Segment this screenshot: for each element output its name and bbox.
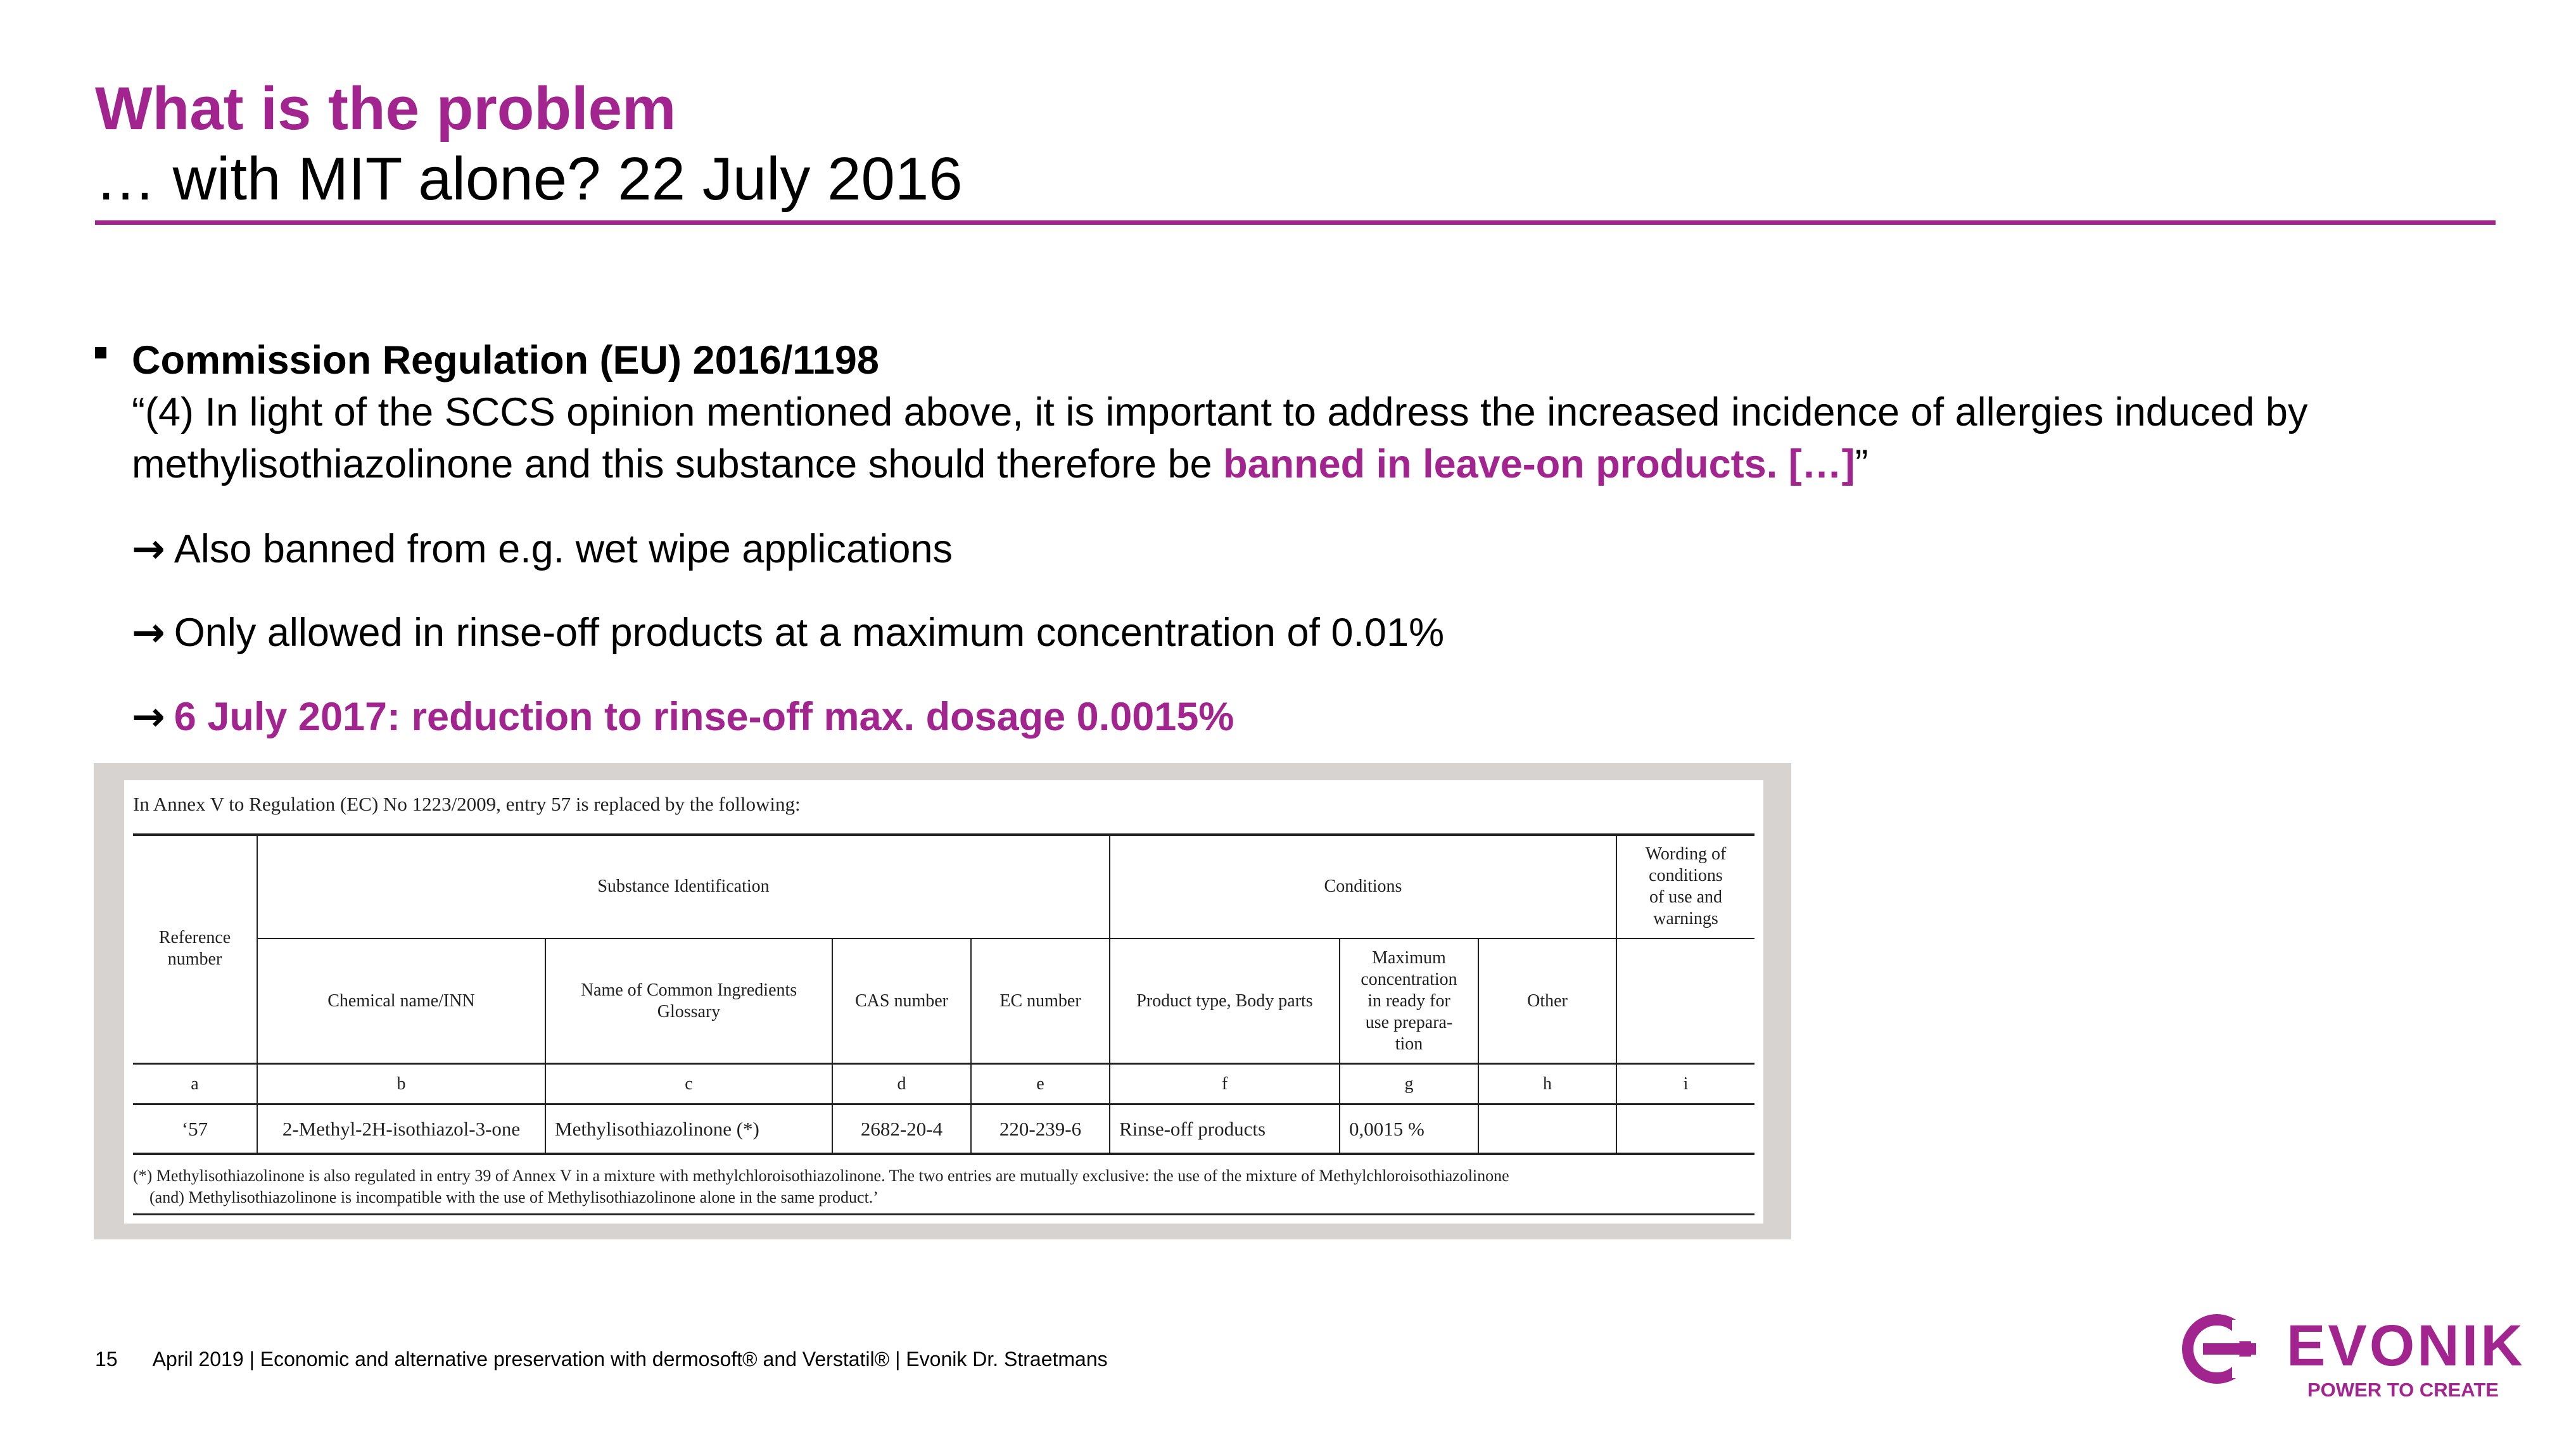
- point-1-text: Also banned from e.g. wet wipe applications: [174, 527, 953, 571]
- quote-highlight: banned in leave-on products. […]: [1223, 442, 1855, 486]
- point-1: [132, 523, 953, 575]
- header-substance-identification: Substance Identification: [597, 876, 770, 896]
- header-product-type: Product type, Body parts: [1136, 990, 1313, 1011]
- cell-cas-number: 2682-20-4: [860, 1117, 943, 1140]
- cell-chemical-name: 2-Methyl-2H-isothiazol-3-one: [282, 1117, 521, 1140]
- column-letter: d: [897, 1073, 906, 1094]
- column-letter: a: [191, 1073, 199, 1094]
- regulation-excerpt: [94, 763, 1791, 1239]
- footer: [95, 1348, 1108, 1371]
- regulation-title: Commission Regulation (EU) 2016/1198: [132, 338, 879, 383]
- annex-intro: In Annex V to Regulation (EC) No 1223/2009, entry 57 is replaced by the following:: [133, 793, 801, 815]
- column-letter: g: [1404, 1073, 1414, 1094]
- right-arrow-icon: →: [132, 609, 165, 655]
- point-2-text: Only allowed in rinse-off products at a maximum concentration of 0.01%: [174, 611, 1445, 655]
- quote-line-2: [132, 438, 1869, 490]
- right-arrow-icon: →: [132, 526, 165, 572]
- column-letter: c: [685, 1073, 693, 1094]
- column-letter: e: [1036, 1073, 1044, 1094]
- point-3-text: 6 July 2017: reduction to rinse-off max. dosage 0.0015%: [174, 695, 1234, 739]
- footnote-line-2: (and) Methylisothiazolinone is incompatible with the use of Methylisothiazolinone alone in the same product.’: [149, 1188, 879, 1206]
- title-divider: [95, 220, 2496, 225]
- header-chemical-name: Chemical name/INN: [327, 990, 475, 1011]
- header-reference-number: Reference number: [158, 928, 231, 969]
- right-arrow-icon: →: [132, 693, 165, 740]
- header-wording: Wording of conditions of use and warnings: [1645, 844, 1727, 928]
- column-letter: i: [1683, 1073, 1689, 1094]
- page-title: What is the problem: [95, 75, 676, 142]
- cell-wording: [1617, 1105, 1754, 1153]
- page-number: 15: [95, 1348, 118, 1370]
- table-bottom-rule: [133, 1153, 1754, 1155]
- bullet-square-icon: [95, 347, 106, 358]
- cell-max-concentration: 0,0015 %: [1349, 1117, 1424, 1140]
- cell-product-type: Rinse-off products: [1119, 1117, 1266, 1140]
- header-ec-number: EC number: [999, 990, 1081, 1011]
- logo-tagline: POWER TO CREATE: [2307, 1379, 2499, 1401]
- column-letter: f: [1221, 1073, 1228, 1094]
- evonik-logo-icon: [2179, 1311, 2268, 1387]
- header-other: Other: [1527, 990, 1568, 1011]
- quote-line-2-text: methylisothiazolinone and this substance should therefore be: [132, 442, 1224, 486]
- table-footnote: [133, 1165, 1754, 1208]
- header-common-name: Name of Common Ingredients Glossary: [580, 980, 797, 1022]
- excerpt-page: [124, 780, 1763, 1224]
- footnote-line-1: (*) Methylisothiazolinone is also regulated in entry 39 of Annex V in a mixture with methylchloroisothiazolinone. The two entries are mutually exclusive: the use of the mixture of Methylchloroisothiazolinone: [133, 1167, 1509, 1185]
- quote-close: ”: [1855, 442, 1869, 486]
- column-letter: h: [1543, 1073, 1552, 1094]
- footer-text: April 2019 | Economic and alternative preservation with dermosoft® and Verstatil® | Evonik Dr. Straetmans: [152, 1348, 1108, 1370]
- column-letter: b: [397, 1073, 406, 1094]
- logo-wordmark: EVONIK: [2287, 1313, 2525, 1378]
- cell-reference: ‘57: [181, 1117, 208, 1140]
- point-3: [132, 691, 1234, 743]
- header-conditions: Conditions: [1324, 876, 1402, 896]
- cell-common-name: Methylisothiazolinone (*): [555, 1117, 759, 1140]
- evonik-logo: [2179, 1311, 2525, 1406]
- quote-line-1: “(4) In light of the SCCS opinion mentioned above, it is important to address the increased incidence of allergies induced by: [132, 390, 2308, 434]
- header-cas-number: CAS number: [855, 990, 948, 1011]
- cell-other: [1479, 1105, 1616, 1153]
- page-subtitle: … with MIT alone? 22 July 2016: [95, 145, 963, 213]
- cell-ec-number: 220-239-6: [999, 1117, 1082, 1140]
- footnote-bottom-rule: [133, 1213, 1754, 1215]
- point-2: [132, 607, 1444, 659]
- header-max-concentration: Maximum concentration in ready for use prepara-tion: [1361, 947, 1457, 1054]
